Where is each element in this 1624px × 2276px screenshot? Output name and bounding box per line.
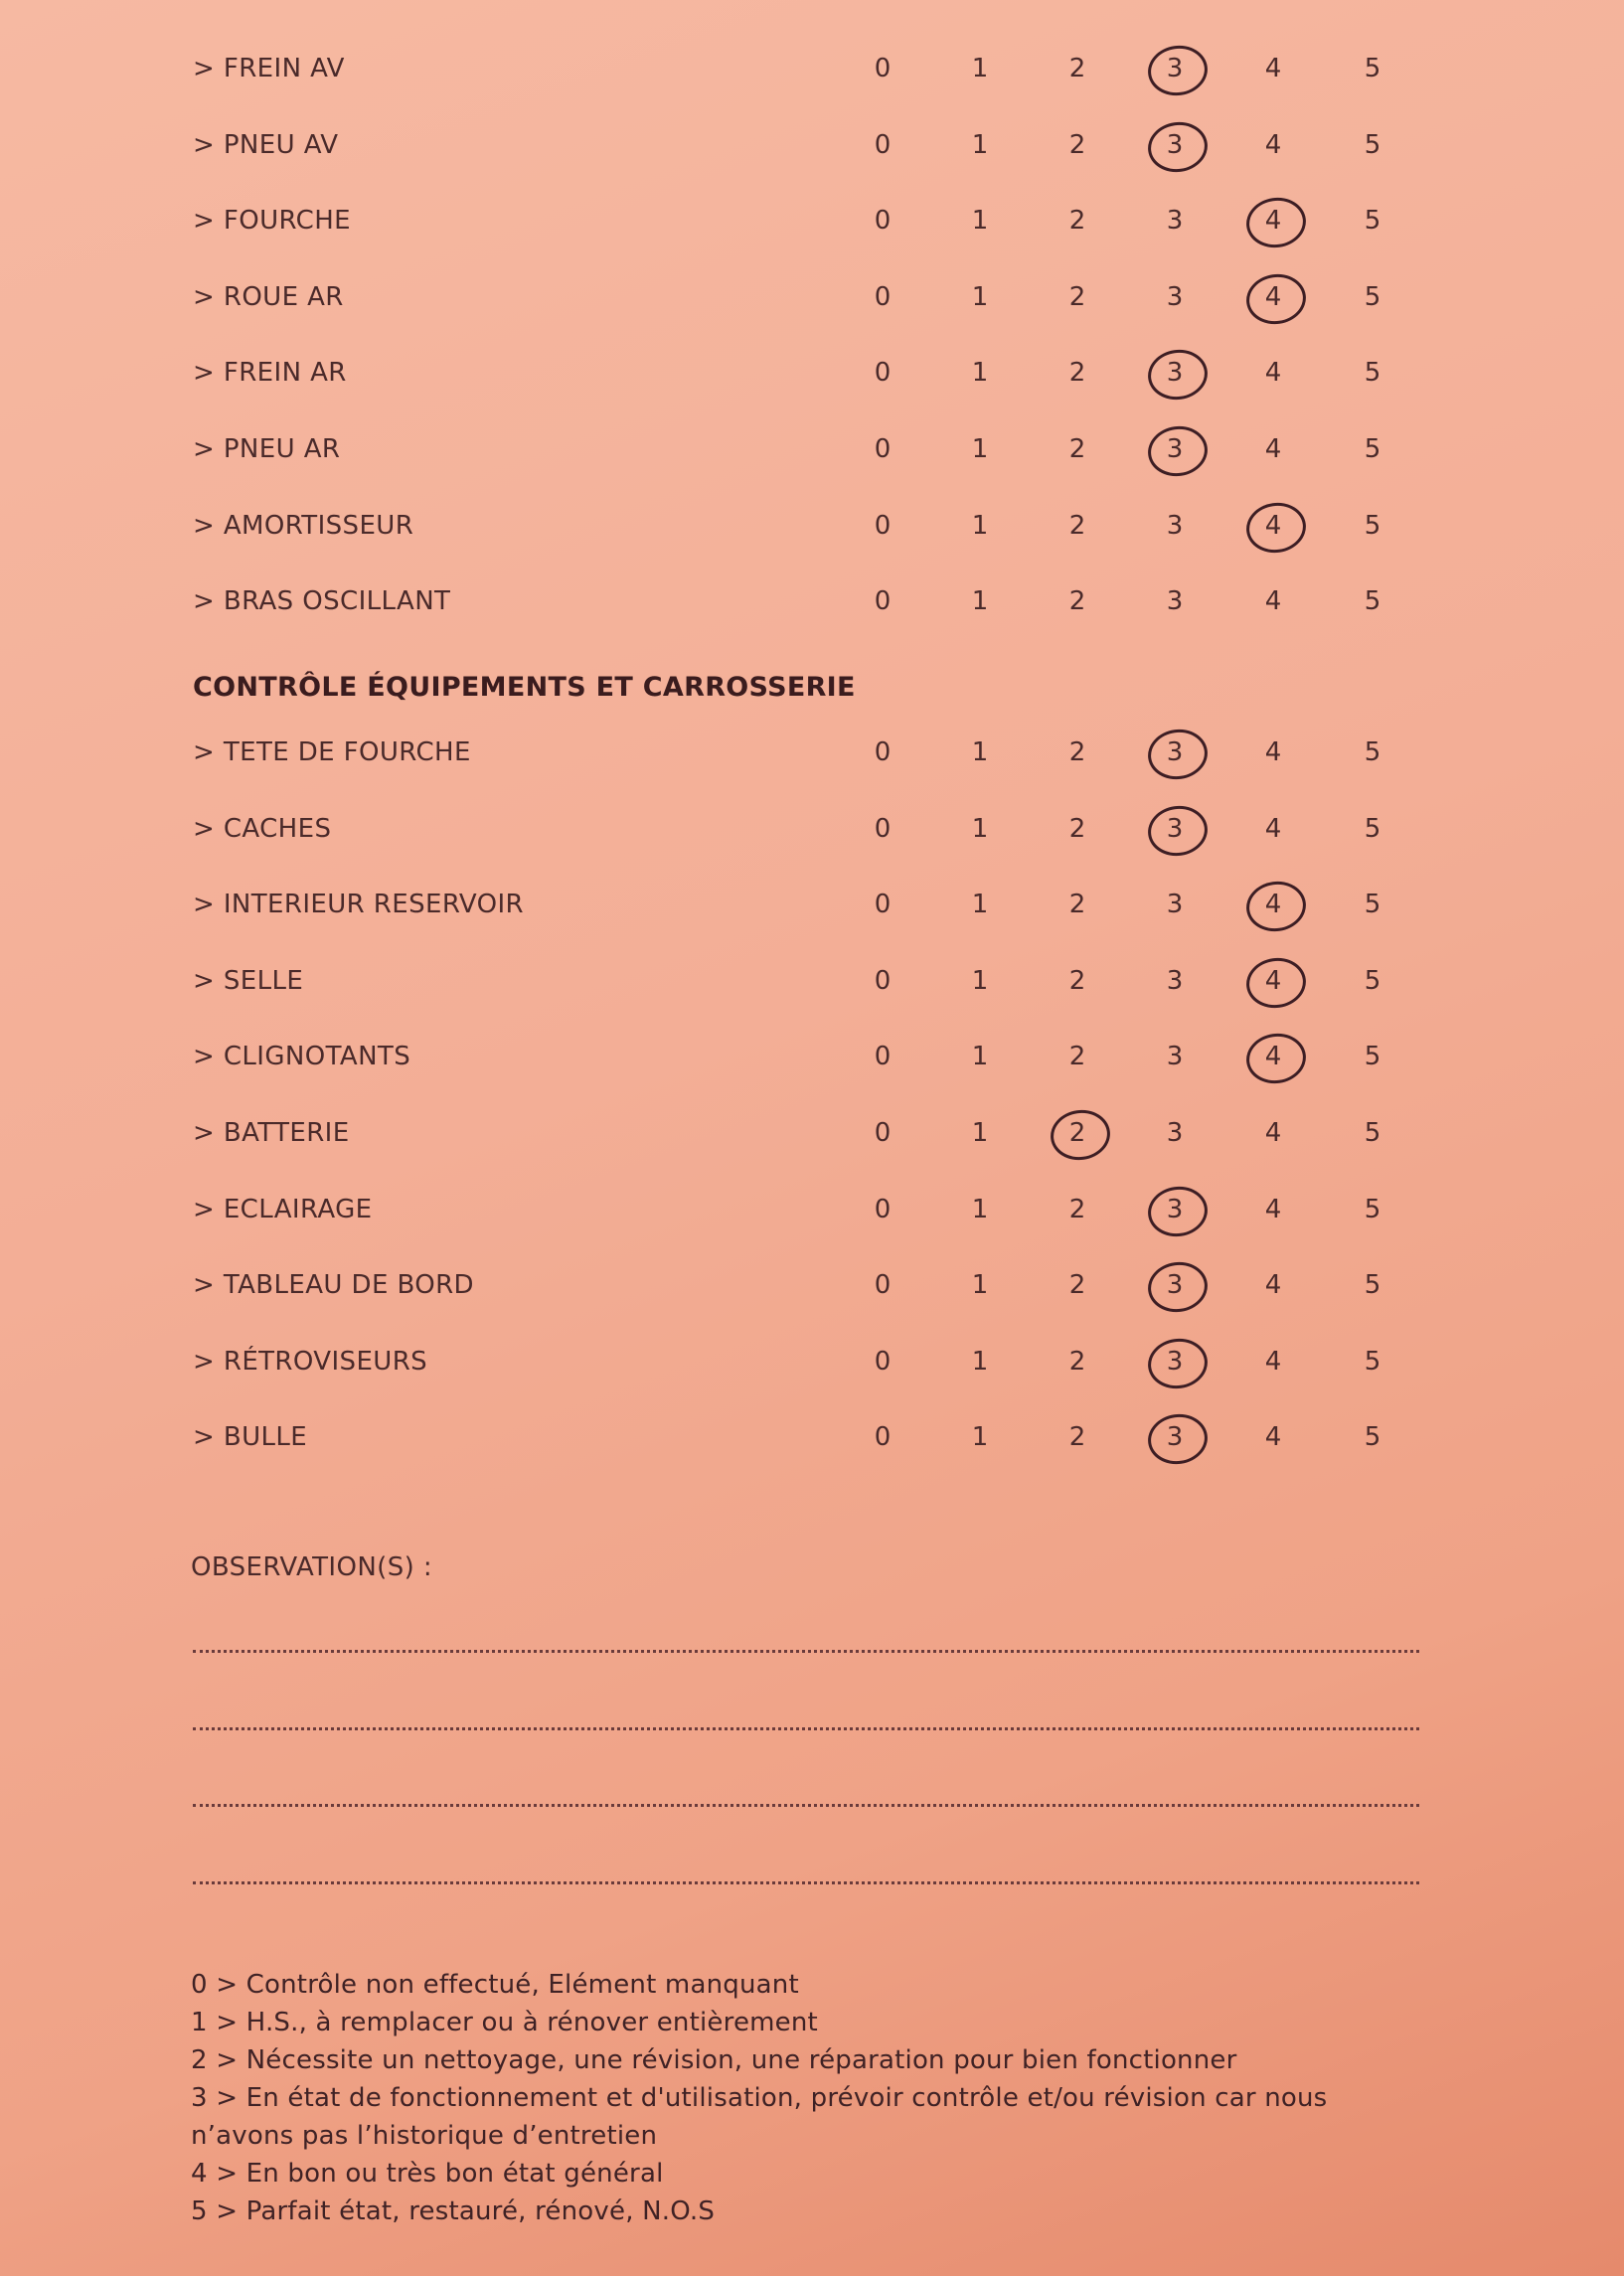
rating-option-3[interactable]: 3: [1166, 890, 1184, 920]
rating-option-2[interactable]: 2: [1068, 737, 1086, 767]
rating-option-0[interactable]: 0: [874, 1117, 892, 1148]
equipment-checklist: [0, 737, 1624, 1499]
rating-option-2[interactable]: 2: [1068, 358, 1086, 389]
rating-option-3[interactable]: 3: [1166, 1042, 1184, 1072]
rating-option-2[interactable]: 2: [1068, 1270, 1086, 1301]
rating-option-0[interactable]: 0: [874, 206, 892, 237]
rating-option-4[interactable]: 4: [1264, 1194, 1282, 1224]
checklist-item-label: > RÉTROVISEURS: [193, 1346, 428, 1377]
rating-option-1[interactable]: 1: [971, 737, 989, 767]
legend-entry: 4 > En bon ou très bon état général: [191, 2159, 664, 2189]
rating-option-2[interactable]: 2: [1068, 54, 1086, 83]
rating-option-0[interactable]: 0: [874, 1270, 892, 1301]
rating-option-4[interactable]: 4: [1253, 511, 1293, 541]
rating-option-5[interactable]: 5: [1364, 54, 1381, 83]
rating-option-4[interactable]: 4: [1264, 358, 1282, 389]
rating-option-0[interactable]: 0: [874, 586, 892, 617]
rating-option-1[interactable]: 1: [971, 433, 989, 464]
legend-entry: 5 > Parfait état, restauré, rénové, N.O.S: [191, 2196, 716, 2226]
rating-option-5[interactable]: 5: [1364, 813, 1381, 844]
checklist-row: [0, 1118, 1624, 1195]
rating-option-1[interactable]: 1: [971, 1194, 989, 1224]
rating-option-5[interactable]: 5: [1364, 890, 1381, 920]
rating-option-3[interactable]: 3: [1155, 358, 1195, 388]
rating-option-5[interactable]: 5: [1364, 433, 1381, 464]
rating-option-5[interactable]: 5: [1364, 737, 1381, 767]
rating-option-1[interactable]: 1: [971, 1422, 989, 1453]
checklist-item-label: > PNEU AR: [193, 433, 341, 464]
rating-option-0[interactable]: 0: [874, 1422, 892, 1453]
rating-option-1[interactable]: 1: [971, 1270, 989, 1301]
checklist-item-label: > FOURCHE: [193, 206, 352, 237]
checklist-row: [0, 358, 1624, 434]
rating-option-0[interactable]: 0: [874, 510, 892, 541]
rating-option-5[interactable]: 5: [1364, 1042, 1381, 1072]
rating-option-2[interactable]: 2: [1068, 813, 1086, 844]
rating-option-5[interactable]: 5: [1364, 281, 1381, 312]
rating-option-5[interactable]: 5: [1364, 206, 1381, 237]
rating-option-3[interactable]: 3: [1166, 586, 1184, 617]
checklist-row: [0, 1042, 1624, 1118]
rating-option-4[interactable]: 4: [1253, 966, 1293, 996]
rating-option-5[interactable]: 5: [1364, 586, 1381, 617]
rating-option-4[interactable]: 4: [1264, 1422, 1282, 1453]
rating-option-1[interactable]: 1: [971, 129, 989, 160]
rating-option-2[interactable]: 2: [1068, 510, 1086, 541]
rating-option-4[interactable]: 4: [1264, 54, 1282, 83]
checklist-item-label: > FREIN AV: [193, 54, 345, 83]
rating-option-3[interactable]: 3: [1166, 206, 1184, 237]
rating-option-2[interactable]: 2: [1068, 1346, 1086, 1377]
rating-option-1[interactable]: 1: [971, 358, 989, 389]
rating-option-1[interactable]: 1: [971, 1346, 989, 1377]
rating-option-3[interactable]: 3: [1155, 1422, 1195, 1452]
rating-option-0[interactable]: 0: [874, 1042, 892, 1072]
handwritten-circle-mark: [1145, 726, 1211, 783]
checklist-row: [0, 282, 1624, 359]
rating-option-3[interactable]: 3: [1166, 1117, 1184, 1148]
rating-option-2[interactable]: 2: [1068, 1194, 1086, 1224]
rating-option-3[interactable]: 3: [1155, 1347, 1195, 1377]
rating-option-1[interactable]: 1: [971, 1117, 989, 1148]
observation-line[interactable]: [193, 1881, 1419, 1884]
rating-option-4[interactable]: 4: [1264, 813, 1282, 844]
rating-option-0[interactable]: 0: [874, 433, 892, 464]
rating-option-4[interactable]: 4: [1264, 433, 1282, 464]
rating-option-2[interactable]: 2: [1068, 433, 1086, 464]
chassis-checklist: [0, 54, 1624, 663]
checklist-item-label: > PNEU AV: [193, 129, 339, 160]
rating-option-0[interactable]: 0: [874, 965, 892, 996]
rating-option-5[interactable]: 5: [1364, 965, 1381, 996]
rating-option-3[interactable]: 3: [1166, 281, 1184, 312]
checklist-row: [0, 206, 1624, 282]
rating-option-3[interactable]: 3: [1155, 434, 1195, 464]
rating-option-2[interactable]: 2: [1068, 281, 1086, 312]
rating-option-5[interactable]: 5: [1364, 358, 1381, 389]
rating-option-3[interactable]: 3: [1155, 814, 1195, 844]
checklist-row: [0, 814, 1624, 891]
rating-legend: [191, 1966, 1423, 2230]
rating-option-4[interactable]: 4: [1264, 1346, 1282, 1377]
checklist-item-label: > CLIGNOTANTS: [193, 1042, 411, 1072]
rating-option-0[interactable]: 0: [874, 813, 892, 844]
checklist-item-label: > INTERIEUR RESERVOIR: [193, 890, 524, 920]
rating-option-1[interactable]: 1: [971, 586, 989, 617]
checklist-row: [0, 1422, 1624, 1499]
observation-line[interactable]: [193, 1804, 1419, 1807]
legend-entry: 1 > H.S., à remplacer ou à rénover entièrement: [191, 2008, 818, 2037]
rating-option-4[interactable]: 4: [1264, 737, 1282, 767]
rating-option-5[interactable]: 5: [1364, 510, 1381, 541]
rating-option-3[interactable]: 3: [1155, 1195, 1195, 1224]
legend-entry: 2 > Nécessite un nettoyage, une révision, une réparation pour bien fonctionner: [191, 2045, 1237, 2075]
rating-option-3[interactable]: 3: [1155, 130, 1195, 160]
checklist-item-label: > BULLE: [193, 1422, 308, 1453]
rating-option-1[interactable]: 1: [971, 890, 989, 920]
checklist-row: [0, 1347, 1624, 1423]
rating-option-0[interactable]: 0: [874, 54, 892, 83]
rating-option-2[interactable]: 2: [1068, 965, 1086, 996]
rating-option-4[interactable]: 4: [1253, 282, 1293, 312]
rating-option-3[interactable]: 3: [1166, 965, 1184, 996]
rating-option-1[interactable]: 1: [971, 281, 989, 312]
rating-option-1[interactable]: 1: [971, 206, 989, 237]
checklist-item-label: > AMORTISSEUR: [193, 510, 414, 541]
observations-label: OBSERVATION(S) :: [191, 1552, 432, 1582]
rating-option-1[interactable]: 1: [971, 54, 989, 83]
rating-option-5[interactable]: 5: [1364, 1346, 1381, 1377]
rating-option-1[interactable]: 1: [971, 813, 989, 844]
rating-option-5[interactable]: 5: [1364, 1194, 1381, 1224]
checklist-item-label: > BRAS OSCILLANT: [193, 586, 451, 617]
rating-option-3[interactable]: 3: [1166, 510, 1184, 541]
rating-option-1[interactable]: 1: [971, 510, 989, 541]
checklist-row: [0, 1195, 1624, 1271]
rating-option-0[interactable]: 0: [874, 1194, 892, 1224]
rating-option-2[interactable]: 2: [1068, 890, 1086, 920]
observation-line[interactable]: [193, 1727, 1419, 1730]
checklist-item-label: > BATTERIE: [193, 1117, 350, 1148]
rating-option-5[interactable]: 5: [1364, 1422, 1381, 1453]
rating-option-0[interactable]: 0: [874, 358, 892, 389]
section-heading-equipment: CONTRÔLE ÉQUIPEMENTS ET CARROSSERIE: [193, 672, 856, 703]
rating-option-0[interactable]: 0: [874, 129, 892, 160]
rating-option-4[interactable]: 4: [1264, 1270, 1282, 1301]
rating-option-3[interactable]: 3: [1155, 54, 1195, 83]
checklist-row: [0, 586, 1624, 663]
rating-option-0[interactable]: 0: [874, 890, 892, 920]
checklist-item-label: > CACHES: [193, 813, 332, 844]
checklist-item-label: > TABLEAU DE BORD: [193, 1270, 474, 1301]
checklist-row: [0, 890, 1624, 966]
checklist-row: [0, 966, 1624, 1043]
rating-option-0[interactable]: 0: [874, 737, 892, 767]
rating-option-2[interactable]: 2: [1057, 1118, 1097, 1148]
rating-option-1[interactable]: 1: [971, 1042, 989, 1072]
observation-line[interactable]: [193, 1650, 1419, 1653]
rating-option-2[interactable]: 2: [1068, 586, 1086, 617]
rating-option-3[interactable]: 3: [1155, 737, 1195, 767]
checklist-item-label: > FREIN AR: [193, 358, 347, 389]
checklist-row: [0, 434, 1624, 511]
checklist-row: [0, 54, 1624, 130]
rating-option-2[interactable]: 2: [1068, 1042, 1086, 1072]
rating-option-2[interactable]: 2: [1068, 129, 1086, 160]
rating-option-0[interactable]: 0: [874, 281, 892, 312]
rating-option-4[interactable]: 4: [1253, 206, 1293, 236]
checklist-row: [0, 130, 1624, 207]
rating-option-4[interactable]: 4: [1264, 586, 1282, 617]
handwritten-circle-mark: [1145, 42, 1211, 99]
checklist-item-label: > ROUE AR: [193, 281, 344, 312]
rating-option-5[interactable]: 5: [1364, 1117, 1381, 1148]
rating-option-5[interactable]: 5: [1364, 1270, 1381, 1301]
rating-option-4[interactable]: 4: [1264, 1117, 1282, 1148]
rating-option-1[interactable]: 1: [971, 965, 989, 996]
rating-option-4[interactable]: 4: [1253, 890, 1293, 919]
checklist-item-label: > SELLE: [193, 965, 304, 996]
checklist-row: [0, 1270, 1624, 1347]
rating-option-2[interactable]: 2: [1068, 1422, 1086, 1453]
rating-option-2[interactable]: 2: [1068, 206, 1086, 237]
checklist-row: [0, 737, 1624, 814]
rating-option-3[interactable]: 3: [1155, 1270, 1195, 1300]
checklist-row: [0, 511, 1624, 587]
rating-option-4[interactable]: 4: [1264, 129, 1282, 160]
rating-option-4[interactable]: 4: [1253, 1042, 1293, 1071]
legend-entry: 0 > Contrôle non effectué, Elément manquant: [191, 1970, 799, 2000]
rating-option-0[interactable]: 0: [874, 1346, 892, 1377]
checklist-item-label: > TETE DE FOURCHE: [193, 737, 471, 767]
rating-option-5[interactable]: 5: [1364, 129, 1381, 160]
checklist-item-label: > ECLAIRAGE: [193, 1194, 373, 1224]
legend-entry: 3 > En état de fonctionnement et d'utilisation, prévoir contrôle et/ou révision car nous n’avons pas l’historique d’entretien: [191, 2083, 1328, 2151]
